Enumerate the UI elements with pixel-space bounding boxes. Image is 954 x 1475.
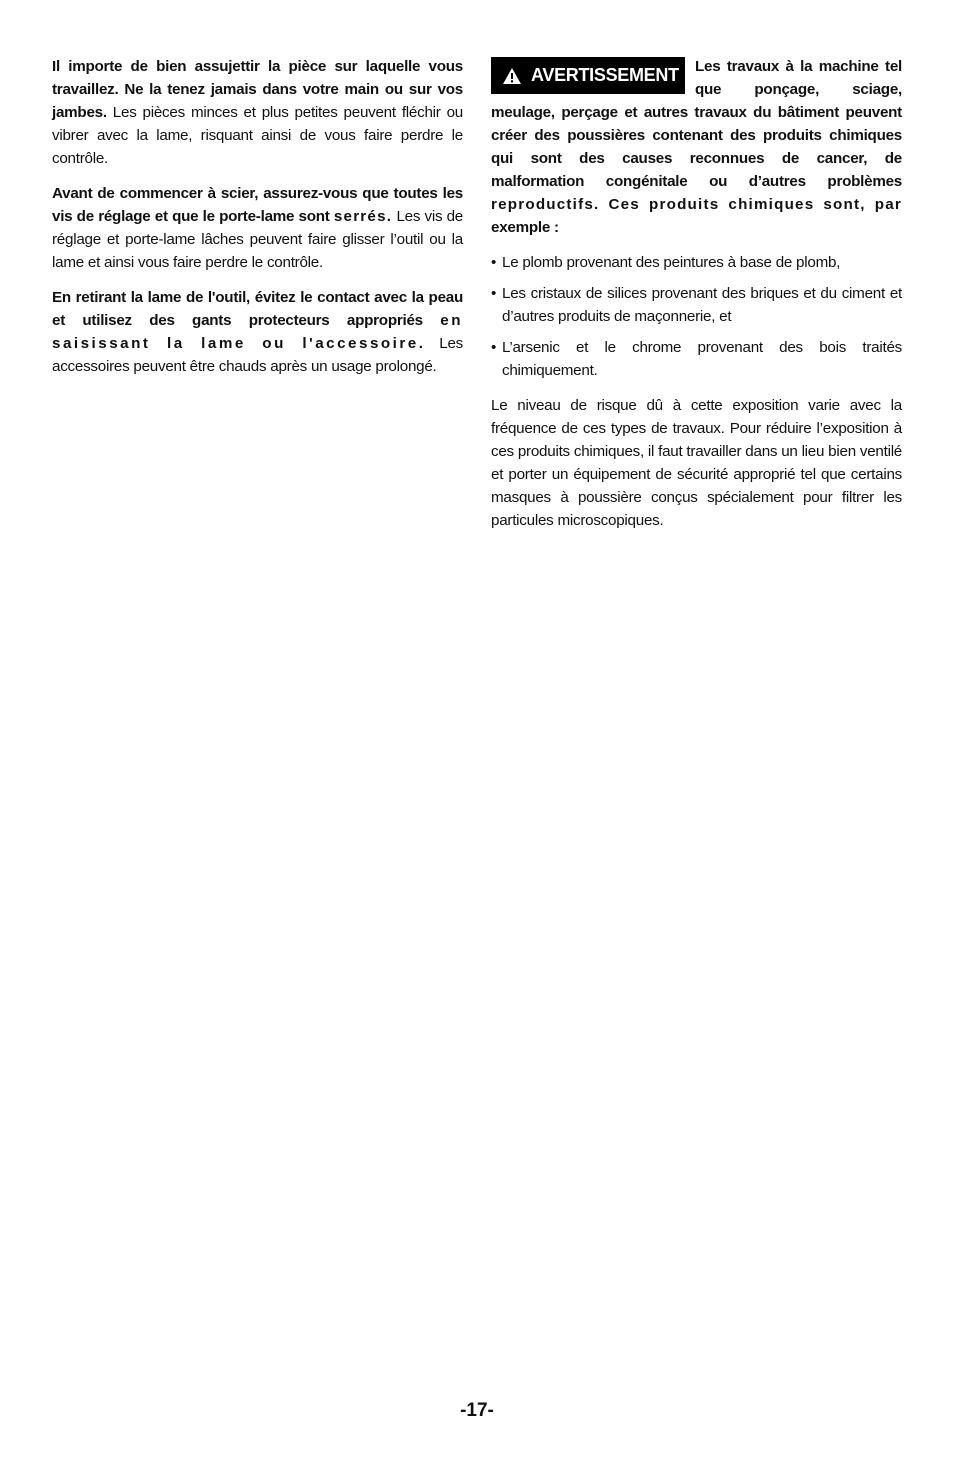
paragraph-warning-bold-spaced: reproductifs. Ces produits chimiques sont, par [491,196,902,213]
left-column [52,55,463,390]
paragraph-blade-removal-bold-spaced: en saisissant la lame ou l'accessoire. [52,312,463,352]
paragraph-adjustment [52,182,463,274]
warning-badge [491,57,685,94]
paragraph-blade-removal [52,286,463,378]
right-column [491,55,902,544]
chemical-list [491,251,902,382]
page-number: -17- [460,1400,494,1421]
paragraph-workpiece [52,55,463,170]
paragraph-adjustment-bold: Avant de commencer à scier, assurez-vous que toutes les vis de réglage et que le porte-lame sont [52,185,463,225]
paragraph-blade-removal-text: Les accessoires peuvent être chauds après un usage prolongé. [52,335,463,375]
paragraph-warning-bold-end: exemple : [491,219,559,236]
paragraph-warning-bold: Les travaux à la machine tel que ponçage, sciage, meulage, perçage et autres travaux du bâtiment peuvent créer des poussières contenant des produits chimiques qui sont des causes reconnues de cancer, de malformation congénitale ou d’autres problèmes [491,58,902,190]
list-item [491,336,902,382]
bullet-glyph: • [491,254,497,271]
warning-triangle-icon [503,68,521,84]
list-item-text: L’arsenic et le chrome provenant des bois traités chimiquement. [502,339,902,379]
paragraph-adjustment-text: Les vis de réglage et porte-lame lâches peuvent faire glisser l’outil ou la lame et ainsi vous faire perdre le contrôle. [52,208,463,271]
list-item-text: Les cristaux de silices provenant des briques et du ciment et d’autres produits de maçonnerie, et [502,285,902,325]
paragraph-blade-removal-bold: En retirant la lame de l'outil, évitez le contact avec la peau et utilisez des gants protecteurs appropriés [52,289,463,329]
list-item [491,251,902,274]
paragraph-adjustment-bold-spaced: serrés. [333,208,393,225]
paragraph-workpiece-text: Les pièces minces et plus petites peuvent fléchir ou vibrer avec la lame, risquant ainsi de vous faire perdre le contrôle. [52,104,463,167]
bullet-glyph: • [491,339,497,356]
list-item [491,282,902,328]
paragraph-workpiece-bold: Il importe de bien assujettir la pièce sur laquelle vous travaillez. Ne la tenez jamais dans votre main ou sur vos jambes. [52,58,463,121]
list-item-text: Le plomb provenant des peintures à base de plomb, [502,254,841,271]
paragraph-exposure: Le niveau de risque dû à cette exposition varie avec la fréquence de ces types de travaux. Pour réduire l’exposition à ces produits chimiques, il faut travailler dans un lieu bien ventilé et porter un équipement de sécurité approprié tel que certains masques à poussière conçus spécialement pour filtrer les particules microscopiques. [491,397,903,529]
bullet-glyph: • [491,285,497,302]
warning-label: AVERTISSEMENT [531,65,679,85]
